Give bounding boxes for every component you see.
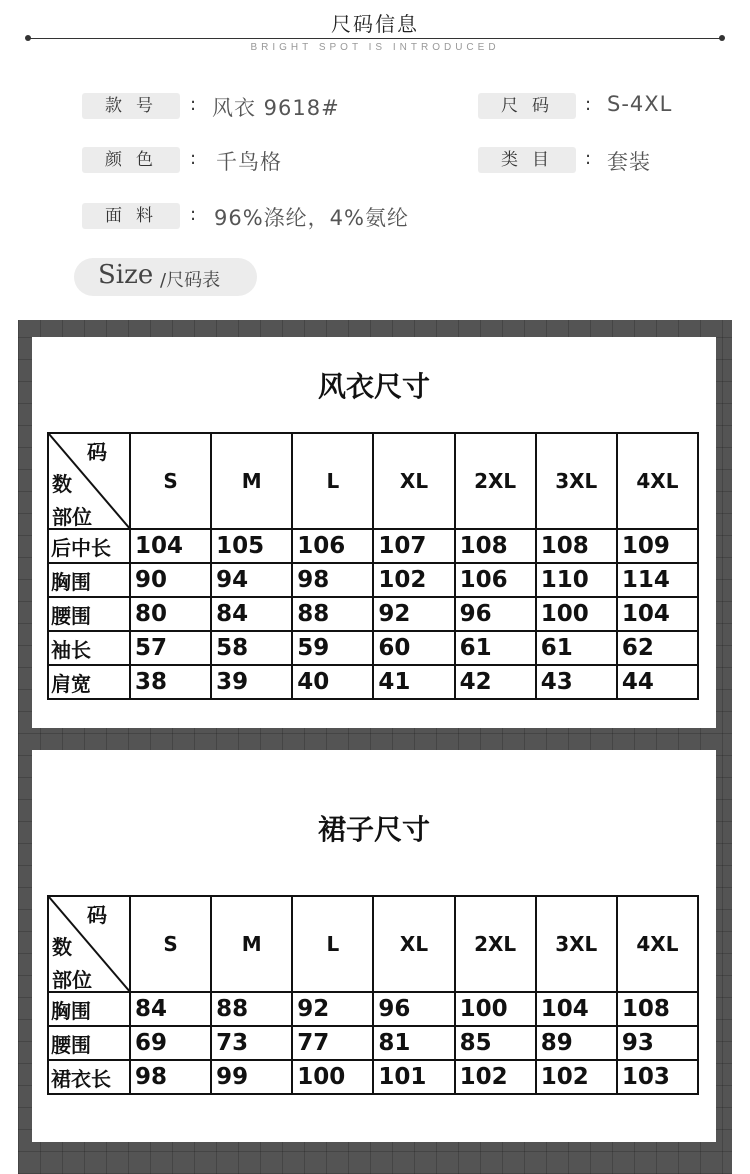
table-cell: 110 — [536, 563, 617, 597]
table-cell: 92 — [292, 992, 373, 1026]
row-label: 胸围 — [48, 992, 130, 1026]
style-no-value: 风衣 9618# — [212, 96, 340, 120]
corner-label-part: 部位 — [52, 968, 92, 992]
page-title: 尺码信息 — [331, 12, 419, 36]
table-cell: 106 — [292, 529, 373, 563]
table-cell: 94 — [211, 563, 292, 597]
size-header: M — [211, 433, 292, 529]
table-cell: 60 — [373, 631, 454, 665]
row-label: 腰围 — [48, 597, 130, 631]
size-header: 3XL — [536, 896, 617, 992]
size-header: M — [211, 896, 292, 992]
row-label: 袖长 — [48, 631, 130, 665]
size-header: S — [130, 433, 211, 529]
table-cell: 61 — [455, 631, 536, 665]
corner-label-size: 码 — [87, 903, 107, 927]
corner-label-value: 数 — [52, 472, 72, 496]
table-cell: 89 — [536, 1026, 617, 1060]
size-chart-heading-word: Size — [98, 260, 154, 290]
table-cell: 102 — [536, 1060, 617, 1094]
table-cell: 102 — [455, 1060, 536, 1094]
table-cell: 73 — [211, 1026, 292, 1060]
table-cell: 109 — [617, 529, 698, 563]
table-header-row — [48, 896, 698, 992]
table-cell: 58 — [211, 631, 292, 665]
table-cell: 104 — [536, 992, 617, 1026]
table-cell: 62 — [617, 631, 698, 665]
table-row — [48, 1026, 698, 1060]
table-row — [48, 563, 698, 597]
size-chart-heading-text: /尺码表 — [160, 270, 221, 291]
category-value: 套装 — [607, 150, 651, 174]
table-cell: 104 — [617, 597, 698, 631]
table-cell: 80 — [130, 597, 211, 631]
table-corner-cell — [48, 433, 130, 529]
size-header: 4XL — [617, 896, 698, 992]
table-row — [48, 529, 698, 563]
table-cell: 102 — [373, 563, 454, 597]
table-cell: 108 — [536, 529, 617, 563]
size-header: S — [130, 896, 211, 992]
table-cell: 105 — [211, 529, 292, 563]
table-cell: 81 — [373, 1026, 454, 1060]
table-corner-cell — [48, 896, 130, 992]
table-cell: 101 — [373, 1060, 454, 1094]
color-value: 千鸟格 — [216, 150, 282, 174]
size-header: 3XL — [536, 433, 617, 529]
color-colon: : — [190, 148, 197, 169]
size-header: 4XL — [617, 433, 698, 529]
table-cell: 100 — [292, 1060, 373, 1094]
table-cell: 42 — [455, 665, 536, 699]
coat-size-table — [47, 432, 699, 700]
table-cell: 92 — [373, 597, 454, 631]
skirt-size-panel — [32, 750, 716, 1142]
fabric-label: 面料 — [82, 203, 180, 229]
table-cell: 84 — [130, 992, 211, 1026]
table-cell: 114 — [617, 563, 698, 597]
table-cell: 61 — [536, 631, 617, 665]
table-cell: 93 — [617, 1026, 698, 1060]
size-header: 2XL — [455, 433, 536, 529]
color-label: 颜色 — [82, 147, 180, 173]
divider-dot-right — [719, 35, 725, 41]
table-cell: 96 — [373, 992, 454, 1026]
skirt-table-title: 裙子尺寸 — [317, 813, 430, 846]
table-cell: 69 — [130, 1026, 211, 1060]
coat-size-panel — [32, 337, 716, 728]
row-label: 胸围 — [48, 563, 130, 597]
table-row — [48, 992, 698, 1026]
table-cell: 38 — [130, 665, 211, 699]
table-row — [48, 597, 698, 631]
table-cell: 98 — [130, 1060, 211, 1094]
corner-label-value: 数 — [52, 935, 72, 959]
table-cell: 100 — [455, 992, 536, 1026]
corner-label-part: 部位 — [52, 505, 92, 529]
table-cell: 88 — [211, 992, 292, 1026]
fabric-value: 96%涤纶，4%氨纶 — [214, 206, 409, 230]
table-cell: 103 — [617, 1060, 698, 1094]
fabric-colon: : — [190, 204, 197, 225]
table-cell: 100 — [536, 597, 617, 631]
table-cell: 39 — [211, 665, 292, 699]
page-subtitle: BRIGHT SPOT IS INTRODUCED — [250, 42, 500, 53]
title-divider — [28, 38, 722, 39]
corner-label-size: 码 — [87, 440, 107, 464]
table-row — [48, 665, 698, 699]
table-cell: 59 — [292, 631, 373, 665]
size-header: L — [292, 896, 373, 992]
size-header: 2XL — [455, 896, 536, 992]
table-row — [48, 631, 698, 665]
coat-table-title: 风衣尺寸 — [317, 370, 430, 403]
table-cell: 84 — [211, 597, 292, 631]
row-label: 裙衣长 — [48, 1060, 130, 1094]
table-cell: 99 — [211, 1060, 292, 1094]
size-header: XL — [373, 433, 454, 529]
table-cell: 98 — [292, 563, 373, 597]
size-header: XL — [373, 896, 454, 992]
skirt-size-table — [47, 895, 699, 1095]
table-cell: 85 — [455, 1026, 536, 1060]
table-cell: 77 — [292, 1026, 373, 1060]
category-label: 类目 — [478, 147, 576, 173]
size-range-label: 尺码 — [478, 93, 576, 119]
category-colon: : — [585, 148, 592, 169]
table-cell: 90 — [130, 563, 211, 597]
table-cell: 41 — [373, 665, 454, 699]
row-label: 肩宽 — [48, 665, 130, 699]
table-cell: 104 — [130, 529, 211, 563]
style-no-colon: : — [190, 94, 197, 115]
table-cell: 44 — [617, 665, 698, 699]
table-cell: 107 — [373, 529, 454, 563]
table-header-row — [48, 433, 698, 529]
table-cell: 96 — [455, 597, 536, 631]
divider-dot-left — [25, 35, 31, 41]
style-no-label: 款号 — [82, 93, 180, 119]
table-cell: 106 — [455, 563, 536, 597]
table-cell: 108 — [455, 529, 536, 563]
size-range-colon: : — [585, 94, 592, 115]
table-cell: 108 — [617, 992, 698, 1026]
table-row — [48, 1060, 698, 1094]
table-cell: 88 — [292, 597, 373, 631]
size-header: L — [292, 433, 373, 529]
table-cell: 40 — [292, 665, 373, 699]
table-cell: 43 — [536, 665, 617, 699]
size-range-value: S-4XL — [607, 92, 673, 116]
row-label: 后中长 — [48, 529, 130, 563]
row-label: 腰围 — [48, 1026, 130, 1060]
table-cell: 57 — [130, 631, 211, 665]
